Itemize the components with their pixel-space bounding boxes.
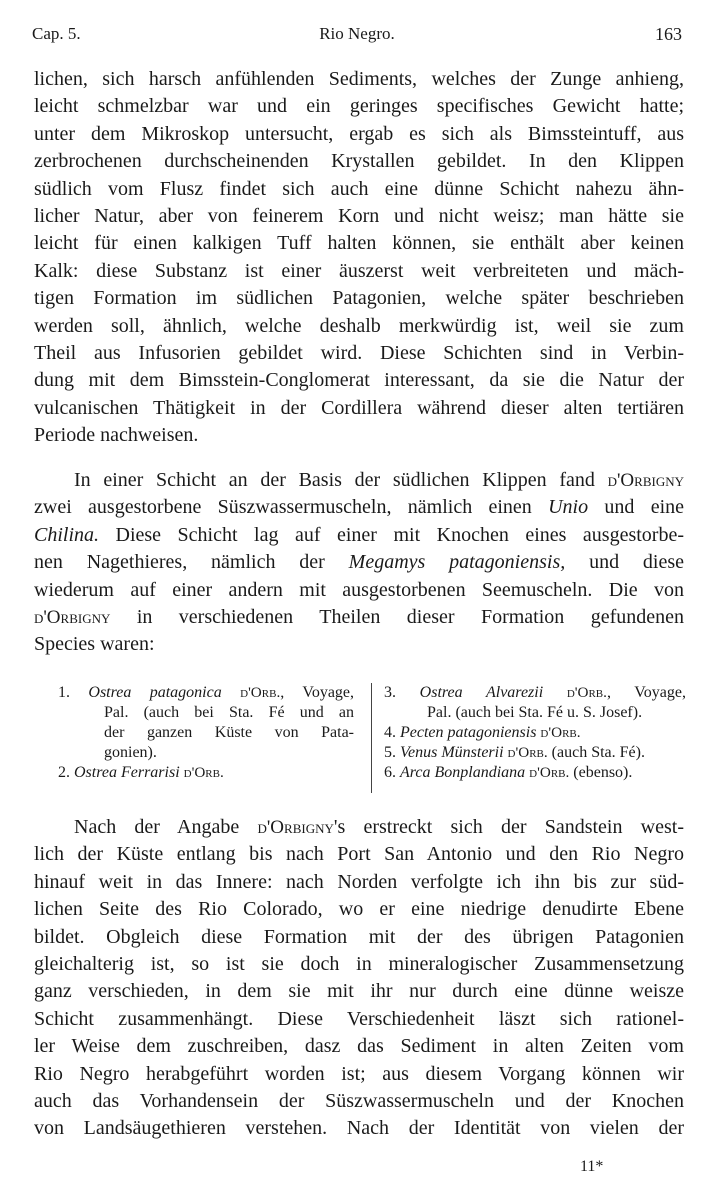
species-entry [384, 723, 686, 743]
text-line: Periode nachweisen. [34, 424, 199, 447]
text-line [34, 604, 684, 631]
text-line: zerbrochenen durchscheinenden Krystallen gebildet. In den Klippen [34, 150, 684, 173]
chapter-label: Cap. 5. [32, 24, 81, 43]
text-run: 's erstreckt sich der Sandstein west- [333, 816, 685, 838]
text-run: (auch Sta. Fé). [551, 744, 645, 761]
author-name: d'Orb. [566, 684, 607, 701]
author-name: d'Orbigny [34, 606, 111, 628]
text-line: licher Natur, aber von feinerem Korn und nicht weisz; man hätte sie [34, 204, 684, 227]
entry-row [58, 683, 354, 703]
text-line: bildet. Obgleich diese Formation mit der des übrigen Patagonien [34, 925, 684, 948]
text-run: in verschiedenen Theilen dieser Formation gefundenen [136, 605, 684, 628]
text-run: zwei ausgestorbene Süszwassermuscheln, nämlich einen [34, 496, 532, 519]
entry-row: Pal. (auch bei Sta. Fé u. S. Josef). [427, 704, 643, 721]
text-line: leicht schmelzbar war und ein geringes specifisches Gewicht hatte; [34, 95, 684, 118]
text-run: und eine [604, 496, 685, 519]
species-name: Ostrea patagonica [88, 684, 222, 701]
author-name: d'Orb. [507, 744, 548, 761]
text-line: von Landsäugethieren verstehen. Nach der Identität von vielen der [34, 1117, 684, 1140]
author-name: d'Orb. [240, 684, 281, 701]
text-line: lichen, sich harsch anfühlenden Sediments, welches der Zunge anhieng, [34, 68, 684, 90]
species-entry [58, 683, 354, 763]
entry-row [384, 763, 686, 783]
entry-number: 4. [384, 724, 396, 741]
entry-row [384, 743, 686, 763]
entry-row [384, 723, 686, 743]
text-line: dung mit dem Bimsstein-Conglomerat interessant, da sie die Natur der [34, 369, 684, 392]
entry-number: 1. [58, 684, 70, 701]
text-line [34, 494, 684, 521]
text-line: wiederum auf einer andern mit ausgestorbenen Seemuscheln. Die von [34, 578, 684, 601]
text-line: werden soll, ähnlich, welche deshalb merkwürdig ist, weil sie zum [34, 314, 684, 337]
genus-name: Unio [548, 496, 589, 519]
entry-row: Pal. (auch bei Sta. Fé und an [104, 704, 354, 721]
text-line [34, 814, 684, 841]
author-name: d'Orb. [183, 764, 224, 781]
text-line: Species waren: [34, 633, 155, 656]
text-line: Kalk: diese Substanz ist einer äuszerst weit verbreiteten und mäch- [34, 259, 684, 282]
genus-name: Chilina. [34, 523, 100, 546]
text-line: ler Weise dem zuschreiben, dasz das Sediment in alten Zeiten vom [34, 1035, 684, 1058]
species-column-left [58, 683, 354, 783]
text-run: nen Nagethieres, nämlich der [34, 551, 325, 574]
text-run: (ebenso). [573, 764, 633, 781]
author-name: d'Orb. [529, 764, 570, 781]
text-line: gleichalterig ist, so ist sie doch in mineralogischer Zusammensetzung [34, 952, 684, 975]
text-run: und diese [589, 551, 684, 574]
text-run: , Voyage, [606, 684, 686, 701]
text-run: In einer Schicht an der Basis der südlichen Klippen fand [74, 469, 595, 491]
printer-signature: 11* [580, 1158, 604, 1175]
species-list [58, 683, 684, 795]
entry-row [58, 763, 354, 783]
entry-number: 5. [384, 744, 396, 761]
text-line: vulcanischen Thätigkeit in der Cordillera während dieser alten tertiären [34, 396, 684, 419]
author-name: d'Orb. [540, 724, 581, 741]
entry-number: 2. [58, 764, 70, 781]
text-line: tigen Formation im südlichen Patagonien, welche später beschrieben [34, 287, 684, 310]
species-entry [384, 683, 686, 723]
species-name: Ostrea Alvarezii [419, 684, 544, 701]
text-line [34, 549, 684, 576]
species-name: Megamys patagoniensis, [348, 551, 566, 574]
species-name: Pecten patagoniensis [400, 724, 537, 741]
text-line: Schicht zusammenhängt. Diese Verschiedenheit läszt sich rationel- [34, 1007, 684, 1030]
species-name: Arca Bonplandiana [400, 764, 526, 781]
entry-row: gonien). [104, 744, 157, 761]
text-line [34, 467, 684, 494]
text-line [34, 522, 684, 549]
species-entry [384, 743, 686, 763]
species-name: Ostrea Ferrarisi [74, 764, 180, 781]
species-column-right [384, 683, 686, 783]
entry-row [384, 683, 686, 703]
species-entry [58, 763, 354, 783]
author-name: d'Orbigny [607, 470, 684, 491]
species-name: Venus Münsterii [400, 744, 504, 761]
species-entry [384, 763, 686, 783]
text-line: Rio Negro herabgeführt worden ist; aus diesem Vorgang können wir [34, 1062, 684, 1085]
entry-row: der ganzen Küste von Pata- [104, 724, 354, 741]
text-run: , Voyage, [280, 684, 355, 701]
text-line: südlich vom Flusz findet sich auch eine dünne Schicht nahezu ähn- [34, 177, 684, 200]
entry-number: 3. [384, 684, 396, 701]
running-header [32, 22, 682, 46]
paragraph-3 [34, 814, 684, 1143]
section-title: Rio Negro. [319, 24, 395, 43]
page-number: 163 [655, 24, 682, 44]
column-divider [371, 683, 372, 793]
text-line: ganz verschieden, in dem sie mit ihr nur durch eine dünne weisze [34, 980, 684, 1003]
entry-number: 6. [384, 764, 396, 781]
text-line: hinauf weit in das Innere: nach Norden verfolgte ich ihn bis zur süd- [34, 870, 684, 893]
text-line: lichen Seite des Rio Colorado, wo er eine niedrige denudirte Ebene [34, 898, 684, 921]
paragraph-2 [34, 467, 684, 659]
text-run: Diese Schicht lag auf einer mit Knochen eines ausgestorbe- [115, 523, 684, 546]
text-line: Theil aus Infusorien gebildet wird. Diese Schichten sind in Verbin- [34, 341, 684, 364]
text-run: Nach der Angabe [74, 816, 240, 838]
text-line: lich der Küste entlang bis nach Port San Antonio und den Rio Negro [34, 843, 684, 866]
author-name: d'Orbigny [257, 817, 334, 838]
text-line: unter dem Mikroskop untersucht, ergab es sich als Bimssteintuff, aus [34, 122, 684, 145]
text-line: auch das Vorhandensein der Süszwassermuscheln und der Knochen [34, 1089, 684, 1112]
text-line: leicht für einen kalkigen Tuff halten können, sie enthält aber keinen [34, 232, 684, 255]
paragraph-1 [34, 66, 684, 449]
